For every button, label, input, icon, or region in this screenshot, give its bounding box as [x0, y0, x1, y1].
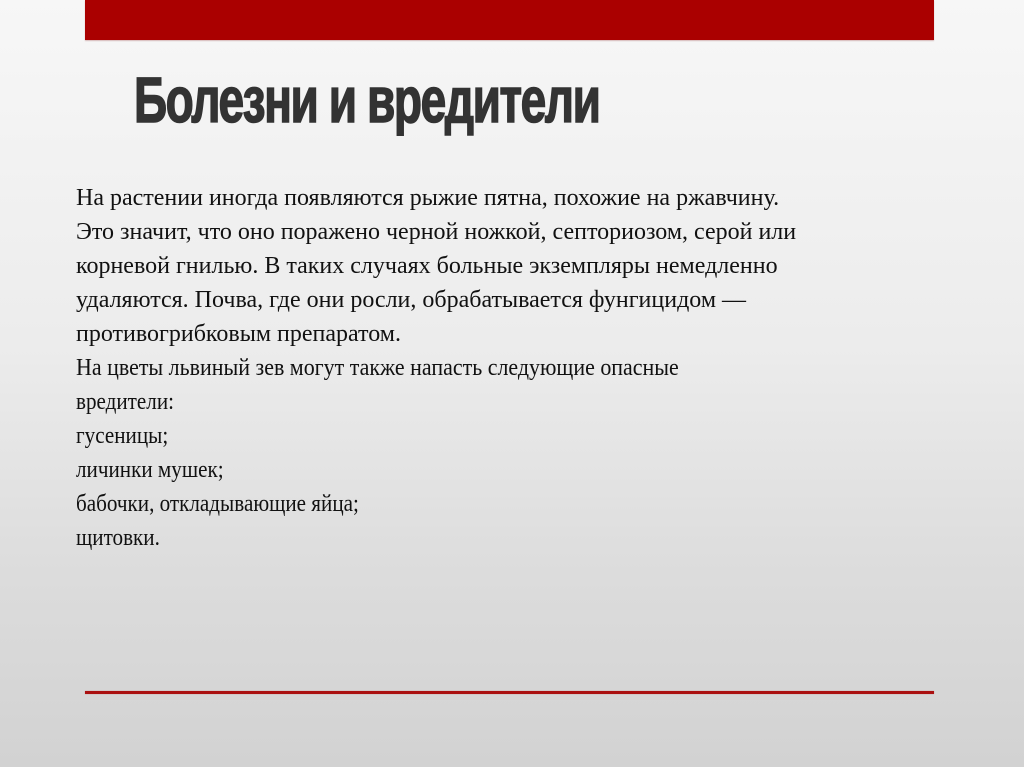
- text-line: Это значит, что оно поражено черной ножкой, септориозом, серой или: [76, 219, 797, 245]
- text-line: На цветы львиный зев могут также напасть следующие опасные: [76, 355, 679, 381]
- pest-list-item: личинки мушек;: [76, 457, 224, 483]
- text-line: На растении иногда появляются рыжие пятна, похожие на ржавчину.: [76, 185, 780, 211]
- top-accent-bar: [85, 0, 934, 40]
- text-line: противогрибковым препаратом.: [76, 321, 401, 347]
- slide-title: Болезни и вредители: [134, 64, 600, 136]
- bottom-accent-line: [85, 691, 934, 694]
- slide-body: [76, 181, 976, 555]
- paragraph-diseases: [76, 181, 976, 351]
- paragraph-pests: [76, 351, 976, 555]
- pest-list-item: гусеницы;: [76, 423, 169, 449]
- pest-list-item: бабочки, откладывающие яйца;: [76, 491, 359, 517]
- text-line: удаляются. Почва, где они росли, обрабатывается фунгицидом —: [76, 287, 747, 313]
- text-line: вредители:: [76, 389, 174, 415]
- text-line: корневой гнилью. В таких случаях больные экземпляры немедленно: [76, 253, 778, 279]
- pest-list-item: щитовки.: [76, 525, 160, 551]
